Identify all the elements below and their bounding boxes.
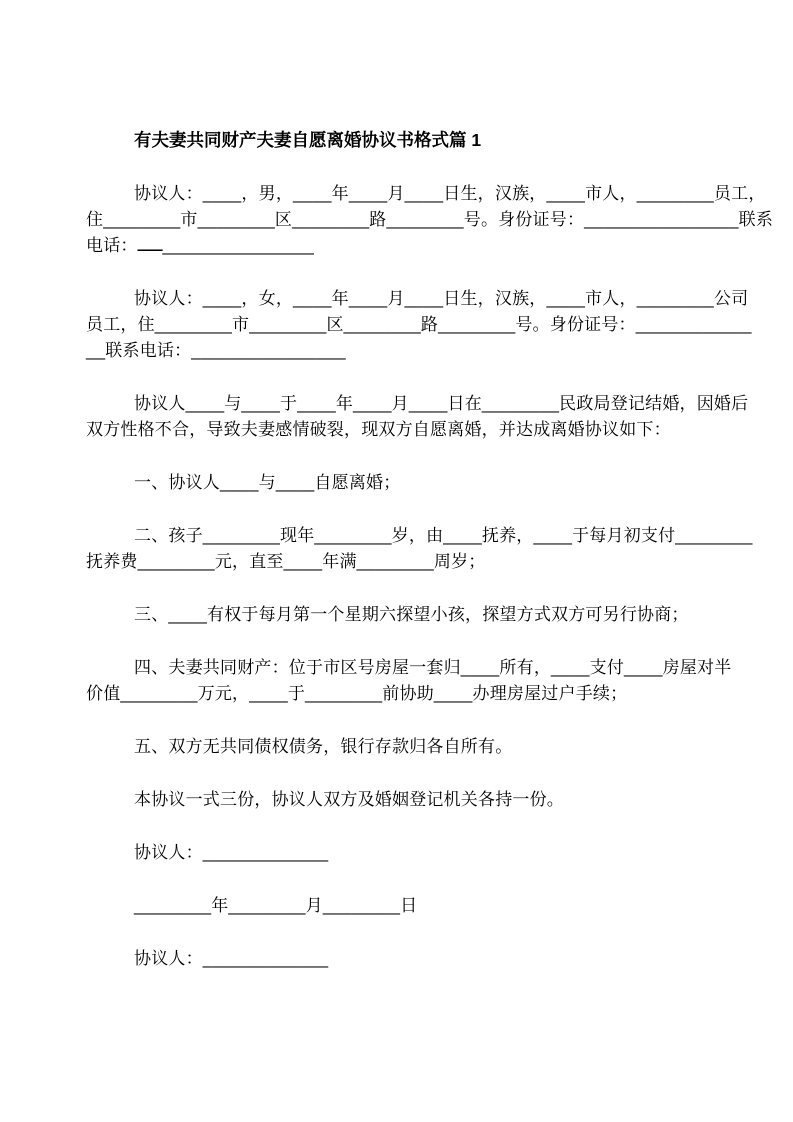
text-line: 员工，住________市________区________路________号。身份证号：____________ — [86, 315, 752, 334]
text-line: 本协议一式三份，协议人双方及婚姻登记机关各持一份。 — [134, 790, 564, 809]
paragraph-item-4 — [86, 655, 732, 707]
signature-party-a-line — [86, 840, 713, 866]
text-line: 价值________万元，____于________前协助____办理房屋过户手续； — [86, 684, 628, 703]
text-line: 二、孩子________现年________岁，由____抚养，____于每月初支付________ — [134, 526, 753, 545]
text-line: 双方性格不合，导致夫妻感情破裂，现双方自愿离婚，并达成离婚协议如下： — [86, 420, 671, 439]
paragraph-item-5 — [86, 734, 713, 760]
paragraph-party-a-info — [86, 181, 774, 259]
text-line: 协议人____与____于____年____月____日在________民政局登记结婚，因婚后 — [134, 394, 749, 413]
paragraph-marriage-registration — [86, 391, 749, 443]
text-line: __联系电话：________________ — [86, 341, 346, 360]
text-line: 协议人：_____________ — [134, 843, 329, 862]
paragraph-item-1 — [86, 470, 713, 496]
text-line: 抚养费________元，直至____年满________周岁； — [86, 552, 486, 571]
text-line: 协议人：_____________ — [134, 949, 329, 968]
text-line: 一、协议人____与____自愿离婚； — [134, 473, 401, 492]
text-line: 三、____有权于每月第一个星期六探望小孩，探望方式双方可另行协商； — [134, 605, 689, 624]
text-line: 协议人：____，女，____年____月____日生，汉族，____市人，________公司 — [134, 289, 749, 308]
paragraph-party-b-info — [86, 286, 752, 364]
signature-date-line — [86, 893, 713, 919]
text-line: 电话：ـــــ________________ — [86, 236, 314, 255]
document-title: 有夫妻共同财产夫妻自愿离婚协议书格式篇 1 — [134, 130, 482, 150]
text-line: 协议人：____，男，____年____月____日生，汉族，____市人，________员工， — [134, 184, 766, 203]
text-line: 五、双方无共同债权债务，银行存款归各自所有。 — [134, 737, 513, 756]
text-line: 四、夫妻共同财产：位于市区号房屋一套归____所有，____支付____房屋对半 — [134, 658, 732, 677]
signature-party-b-line — [86, 946, 713, 972]
paragraph-copies-clause — [86, 787, 713, 813]
paragraph-item-3 — [86, 602, 713, 628]
paragraph-item-2 — [86, 523, 753, 575]
text-line: ________年________月________日 — [134, 896, 418, 915]
text-line: 住________市________区________路________号。身份证号：________________联系 — [86, 210, 774, 229]
